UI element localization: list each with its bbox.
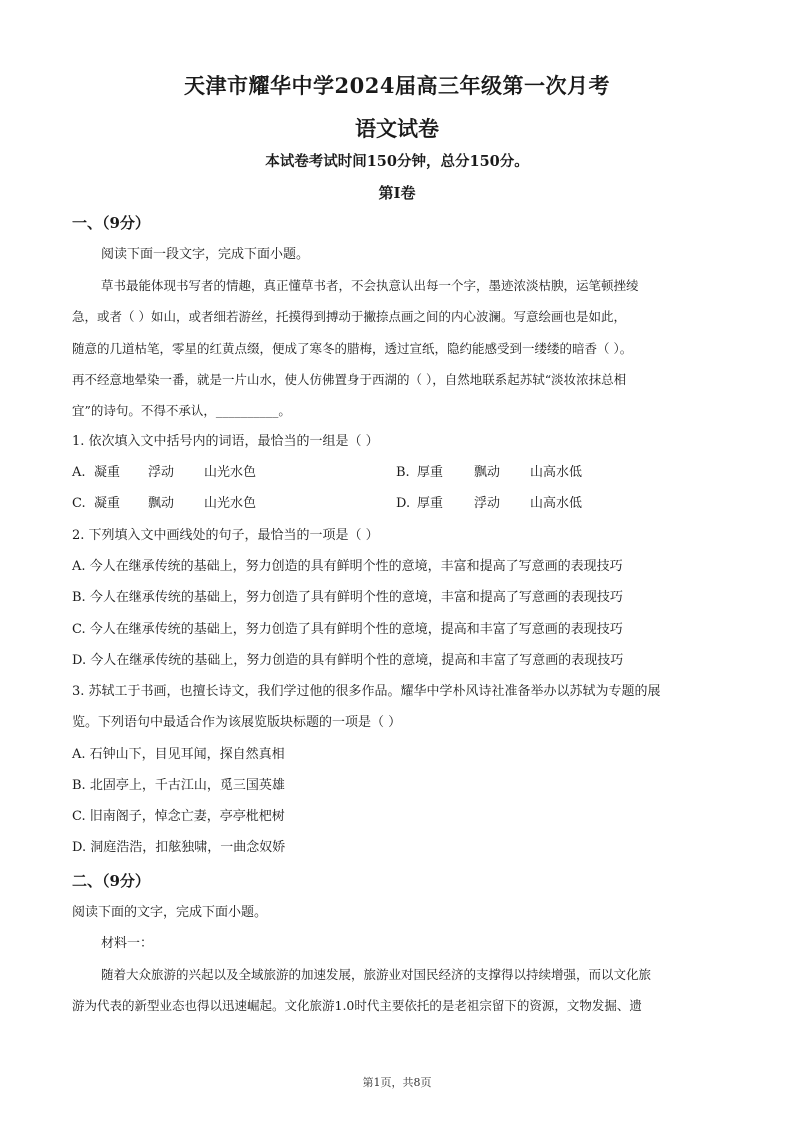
section-2-intro: 阅读下面的文字，完成下面小题。: [72, 905, 268, 920]
option-word: 浮动: [148, 465, 175, 480]
question-1-stem: 1. 依次填入文中括号内的词语，最恰当的一组是（ ）: [72, 434, 379, 449]
question-3-option-b[interactable]: B. 北固亭上，千古江山，觅三国英雄: [72, 778, 285, 793]
question-3-option-c[interactable]: C. 旧南阁子，悼念亡妻，亭亭枇杷树: [72, 809, 285, 824]
option-word: 山高水低: [530, 465, 583, 480]
option-letter: B.: [396, 465, 410, 480]
option-word: 凝重: [94, 465, 121, 480]
question-2-option-a[interactable]: A. 今人在继承传统的基础上，努力创造的具有鲜明个性的意境，丰富和提高了写意画的表现技巧: [72, 559, 623, 574]
question-2-option-d[interactable]: D. 今人在继承传统的基础上，努力创造的具有鲜明个性的意境，提高和丰富了写意画的表现技巧: [72, 653, 624, 668]
option-letter: A.: [72, 465, 86, 480]
question-2-stem: 2. 下列填入文中画线处的句子，最恰当的一项是（ ）: [72, 528, 379, 543]
page-footer: 第1页，共8页: [362, 1076, 432, 1089]
section-1-heading: 一、（9分）: [72, 214, 150, 232]
passage-line: 随意的几道枯笔，零星的红黄点缀，便成了寒冬的腊梅，透过宣纸，隐约能感受到一缕缕的暗香（ ）。: [72, 341, 633, 356]
option-word: 飘动: [148, 496, 175, 511]
option-word: 山高水低: [530, 496, 583, 511]
passage-line: 游为代表的新型业态也得以迅速崛起。文化旅游1.0时代主要依托的是老祖宗留下的资源，文物发掘、遗: [72, 998, 642, 1013]
passage-line: 随着大众旅游的兴起以及全域旅游的加速发展，旅游业对国民经济的支撑得以持续增强，而以文化旅: [101, 967, 652, 982]
exam-info: 本试卷考试时间150分钟，总分150分。: [265, 153, 529, 170]
option-word: 山光水色: [204, 496, 257, 511]
question-2-option-c[interactable]: C. 今人在继承传统的基础上，努力创造了具有鲜明个性的意境，提高和丰富了写意画的表现技巧: [72, 622, 623, 637]
option-letter: D.: [396, 496, 411, 511]
passage-line: 再不经意地晕染一番，就是一片山水，使人仿佛置身于西湖的（ ），自然地联系起苏轼“淡妆浓抹总相: [72, 372, 627, 387]
section-1-intro: 阅读下面一段文字，完成下面小题。: [101, 247, 310, 262]
option-word: 厚重: [417, 465, 444, 480]
option-word: 浮动: [474, 496, 501, 511]
option-word: 厚重: [417, 496, 444, 511]
option-letter: C.: [72, 496, 86, 511]
question-3-option-d[interactable]: D. 洞庭浩浩，扣舷独啸，一曲念奴娇: [72, 840, 286, 855]
question-3-stem-line: 览。下列语句中最适合作为该展览版块标题的一项是（ ）: [72, 715, 402, 730]
passage-line: 草书最能体现书写者的情趣，真正懂草书者，不会执意认出每一个字，墨迹浓淡枯腴，运笔顿挫绫: [101, 278, 639, 293]
passage-line: 急，或者（ ）如山，或者细若游丝，托摸得到搏动于撇捺点画之间的内心波澜。写意绘画也是如此，: [72, 309, 626, 324]
question-3-option-a[interactable]: A. 石钟山下，目见耳闻，探自然真相: [72, 747, 285, 762]
option-word: 山光水色: [204, 465, 257, 480]
section-2-heading: 二、（9分）: [72, 872, 150, 890]
material-label: 材料一：: [101, 936, 154, 951]
question-3-stem-line: 3. 苏轼工于书画，也擅长诗文，我们学过他的很多作品。耀华中学朴风诗社准备举办以苏轼为专题的展: [72, 684, 661, 699]
question-2-option-b[interactable]: B. 今人在继承传统的基础上，努力创造了具有鲜明个性的意境，丰富和提高了写意画的表现技巧: [72, 590, 623, 605]
option-word: 飘动: [474, 465, 501, 480]
passage-line: 宜”的诗句。不得不承认，__________。: [72, 403, 291, 418]
volume-title: 第Ⅰ卷: [378, 184, 416, 202]
exam-title: 天津市耀华中学2024届高三年级第一次月考: [184, 73, 610, 98]
subject-title: 语文试卷: [355, 116, 439, 141]
option-word: 凝重: [94, 496, 121, 511]
